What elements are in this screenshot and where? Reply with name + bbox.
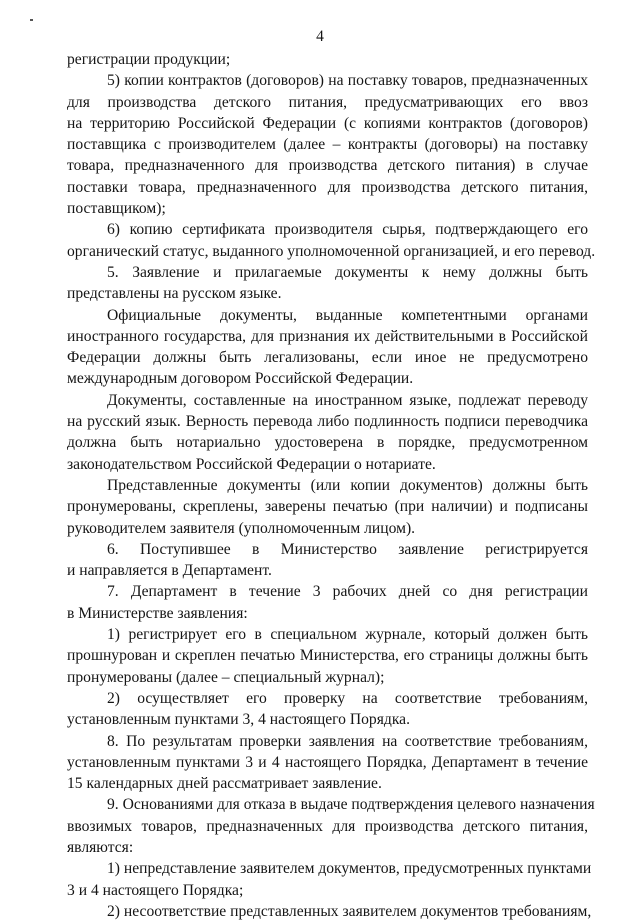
text-line: Официальные документы, выданные компетентными органами <box>107 306 588 324</box>
text-line: и направляется в Департамент. <box>67 562 272 580</box>
text-line: прошнурован и скреплен печатью Министерства, его страницы должны быть <box>67 647 588 665</box>
text-line: иностранного государства, для признания их действительными в Российской <box>67 327 588 345</box>
text-line: для производства детского питания, предусматривающих его ввоз <box>67 93 588 111</box>
text-line: регистрации продукции; <box>67 51 231 68</box>
text-line: руководителем заявителя (уполномоченным лицом). <box>67 519 416 537</box>
document-body <box>67 49 596 922</box>
text-line: 2) осуществляет его проверку на соответствие требованиям, <box>107 689 588 707</box>
text-line: поставки товара, предназначенного для производства детского питания, <box>67 178 588 196</box>
text-line: поставщиком); <box>67 200 166 218</box>
text-line: должна быть нотариально удостоверена в порядке, предусмотренном <box>67 434 588 452</box>
text-line: в Министерстве заявления: <box>67 604 248 622</box>
text-line: установленным пунктами 3 и 4 настоящего Порядка, Департамент в течение <box>67 753 588 771</box>
text-line: на территорию Российской Федерации (с копиями контрактов (договоров) <box>67 114 588 132</box>
text-line: органический статус, выданного уполномоченной организацией, и его перевод. <box>67 242 596 260</box>
text-line: являются: <box>67 838 134 856</box>
text-line: 6. Поступившее в Министерство заявление регистрируется <box>107 540 588 558</box>
text-line: 1) регистрирует его в специальном журнале, который должен быть <box>107 626 588 644</box>
text-line: 6) копию сертификата производителя сырья, подтверждающего его <box>107 221 588 239</box>
text-line: 1) непредставление заявителем документов, предусмотренных пунктами <box>107 860 592 878</box>
text-line: законодательством Российской Федерации о нотариате. <box>67 455 436 473</box>
text-line: Федерации должны быть легализованы, если иное не предусмотрено <box>67 349 588 367</box>
page-number: 4 <box>316 28 324 45</box>
text-line: 8. По результатам проверки заявления на соответствие требованиям, <box>107 732 588 750</box>
text-line: 9. Основаниями для отказа в выдаче подтверждения целевого назначения <box>107 796 595 814</box>
text-line: товара, предназначенного для производства детского питания) в случае <box>67 157 588 175</box>
text-line: пронумерованы, скреплены, заверены печатью (при наличии) и подписаны <box>67 498 588 516</box>
text-line: 2) несоответствие представленных заявителем документов требованиям, <box>107 902 592 920</box>
text-line: 3 и 4 настоящего Порядка; <box>67 881 244 899</box>
text-line: поставщика с производителем (далее – контракты (договоры) на поставку <box>67 136 588 154</box>
text-line: 5) копии контрактов (договоров) на поставку товаров, предназначенных <box>107 72 588 90</box>
text-line: Документы, составленные на иностранном языке, подлежат переводу <box>107 391 588 409</box>
text-line: 15 календарных дней рассматривает заявление. <box>67 775 382 793</box>
text-line: 7. Департамент в течение 3 рабочих дней со дня регистрации <box>107 583 588 601</box>
text-line: на русский язык. Верность перевода либо подлинность подписи переводчика <box>67 413 588 431</box>
text-line: 5. Заявление и прилагаемые документы к нему должны быть <box>107 263 588 281</box>
text-line: установленным пунктами 3, 4 настоящего Порядка. <box>67 711 410 729</box>
text-line: ввозимых товаров, предназначенных для производства детского питания, <box>67 817 588 835</box>
text-line: пронумерованы (далее – специальный журнал); <box>67 668 385 686</box>
scan-mark <box>30 19 33 21</box>
text-line: Представленные документы (или копии документов) должны быть <box>107 476 588 494</box>
text-line: международным договором Российской Федерации. <box>67 370 414 388</box>
text-line: представлены на русском языке. <box>67 285 282 303</box>
